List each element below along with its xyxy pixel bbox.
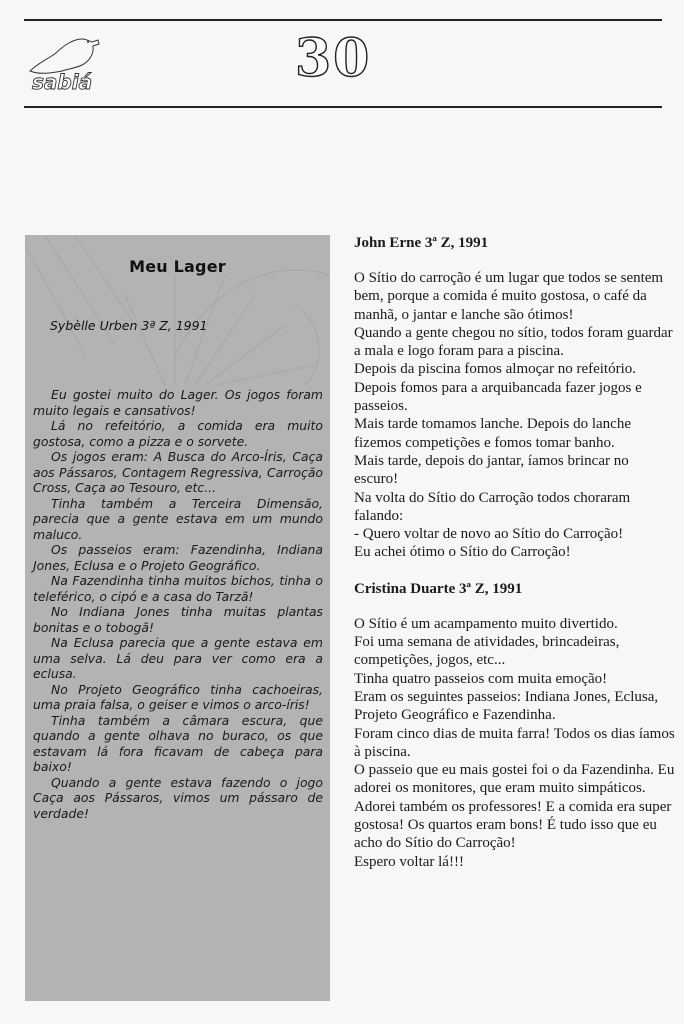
article-author: Sybèlle Urben 3ª Z, 1991 <box>50 318 208 333</box>
article-cristina-duarte <box>354 580 676 871</box>
paragraph: Tinha também a Terceira Dimensão, parecia que a gente estava em um mundo maluco. <box>33 495 323 542</box>
sabia-bird-logo-icon <box>22 33 104 95</box>
paragraph: Espero voltar lá!!! <box>354 853 464 870</box>
paragraph: Lá no refeitório, a comida era muito gostosa, como a pizza e o sorvete. <box>33 418 323 449</box>
paragraph: Eu gostei muito do Lager. Os jogos foram muito legais e cansativos! <box>33 387 323 418</box>
paragraph: - Quero voltar de novo ao Sítio do Carroção! <box>354 526 624 543</box>
paragraph: O passeio que eu mais gostei foi o da Fazendinha. Eu adorei os monitores, que eram muito simpáticos. Adorei também os professores! E a comida era super gostosa! Os quartos eram bons! É tudo isso que eu acho do Sítio do Carroção! <box>354 762 675 852</box>
header-top-rule <box>24 19 662 21</box>
header-bottom-rule <box>24 106 662 108</box>
article-author: Cristina Duarte 3ª Z, 1991 <box>354 580 523 597</box>
paragraph: Quando a gente chegou no sítio, todos foram guardar a mala e logo foram para a piscina. <box>354 324 673 360</box>
paragraph: Mais tarde, depois do jantar, íamos brincar no escuro! <box>354 452 629 488</box>
article-body <box>354 269 676 562</box>
paragraph: Quando a gente estava fazendo o jogo Caça aos Pássaros, vimos um pássaro de verdade! <box>33 774 323 821</box>
paragraph: Foram cinco dias de muita farra! Todos os dias íamos à piscina. <box>354 725 675 760</box>
paragraph: O Sítio é um acampamento muito divertido. <box>354 615 618 632</box>
page-number: 30 <box>295 28 372 89</box>
paragraph: Na Eclusa parecia que a gente estava em uma selva. Lá deu para ver como era a eclusa. <box>33 635 323 681</box>
paragraph: Foi uma semana de atividades, brincadeiras, competições, jogos, etc... <box>354 634 620 669</box>
paragraph: Os jogos eram: A Busca do Arco-Íris, Caça aos Pássaros, Contagem Regressiva, Carroção Cross, Caça ao Tesouro, etc... <box>33 449 323 495</box>
paragraph: No Projeto Geográfico tinha cachoeiras, uma praia falsa, o geiser e vimos o arco-íris! <box>33 681 323 712</box>
article-title: Meu Lager <box>129 257 226 276</box>
logo-text: sabiá <box>32 70 93 94</box>
paragraph: Eram os seguintes passeios: Indiana Jones, Eclusa, Projeto Geográfico e Fazendinha. <box>354 688 659 724</box>
paragraph: No Indiana Jones tinha muitas plantas bonitas e o tobogã! <box>33 604 323 635</box>
paragraph: Na Fazendinha tinha muitos bichos, tinha o teleférico, o cipó e a casa do Tarzã! <box>33 573 323 604</box>
paragraph: Na volta do Sítio do Carroção todos choraram falando: <box>354 489 631 524</box>
paragraph: Tinha quatro passeios com muita emoção! <box>354 670 608 687</box>
paragraph: O Sítio do carroção é um lugar que todos se sentem bem, porque a comida é muito gostosa, o café da manhã, o jantar e lanche são ótimos! <box>354 270 664 323</box>
article-author: John Erne 3ª Z, 1991 <box>354 235 489 251</box>
paragraph: Os passeios eram: Fazendinha, Indiana Jones, Eclusa e o Projeto Geográfico. <box>33 542 323 573</box>
right-column <box>354 234 676 871</box>
paragraph: Eu achei ótimo o Sítio do Carroção! <box>354 544 571 561</box>
paragraph: Depois da piscina fomos almoçar no refeitório. Depois fomos para a arquibancada fazer jogos e passeios. <box>354 361 642 415</box>
paragraph: Tinha também a câmara escura, que quando a gente olhava no buraco, os que estavam lá fora ficavam de cabeça para baixo! <box>33 712 323 774</box>
paragraph: Mais tarde tomamos lanche. Depois do lanche fizemos competições e fomos tomar banho. <box>354 416 632 451</box>
article-body <box>354 615 676 871</box>
left-article-box <box>25 235 330 1001</box>
article-body <box>33 387 323 821</box>
article-john-erne <box>354 234 676 562</box>
